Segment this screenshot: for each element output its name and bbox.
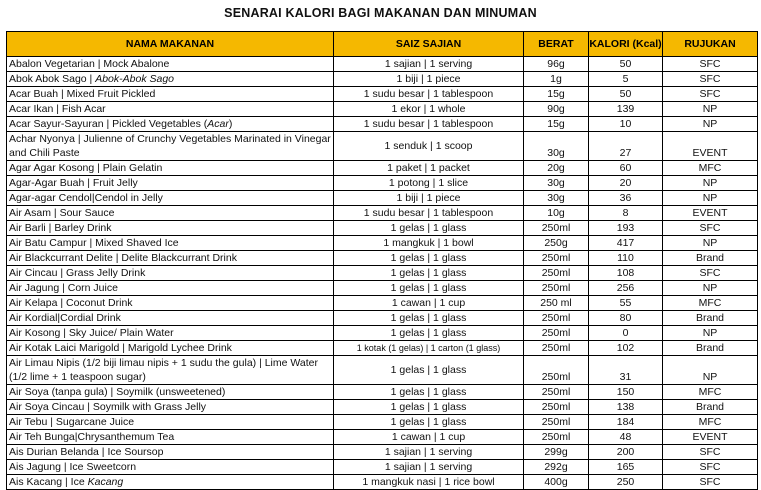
cell-serving-size: 1 gelas | 1 glass	[334, 311, 524, 326]
cell-weight: 250ml	[524, 251, 589, 266]
page-title: SENARAI KALORI BAGI MAKANAN DAN MINUMAN	[224, 6, 537, 20]
table-row	[7, 341, 758, 356]
cell-food-name: Air Blackcurrant Delite | Delite Blackcurrant Drink	[7, 251, 334, 266]
table-row	[7, 296, 758, 311]
cell-reference: NP	[663, 102, 758, 117]
table-row	[7, 57, 758, 72]
header-food-name: NAMA MAKANAN	[7, 32, 334, 57]
cell-weight: 250 ml	[524, 296, 589, 311]
cell-food-name: Acar Buah | Mixed Fruit Pickled	[7, 87, 334, 102]
cell-reference: NP	[663, 176, 758, 191]
cell-calories: 0	[589, 326, 663, 341]
cell-serving-size: 1 gelas | 1 glass	[334, 326, 524, 341]
cell-reference: EVENT	[663, 206, 758, 221]
cell-reference: NP	[663, 236, 758, 251]
cell-serving-size: 1 sajian | 1 serving	[334, 445, 524, 460]
cell-food-name: Air Teh Bunga|Chrysanthemum Tea	[7, 430, 334, 445]
cell-reference: SFC	[663, 460, 758, 475]
table-row	[7, 117, 758, 132]
cell-reference: Brand	[663, 311, 758, 326]
cell-calories: 108	[589, 266, 663, 281]
cell-weight: 250ml	[524, 221, 589, 236]
cell-reference: SFC	[663, 475, 758, 490]
cell-weight: 30g	[524, 176, 589, 191]
table-header-row	[7, 32, 758, 57]
cell-serving-size: 1 senduk | 1 scoop	[334, 132, 524, 161]
cell-calories: 27	[589, 132, 663, 161]
cell-food-name: Air Soya Cincau | Soymilk with Grass Jelly	[7, 400, 334, 415]
cell-calories: 138	[589, 400, 663, 415]
table-row	[7, 311, 758, 326]
cell-reference: SFC	[663, 72, 758, 87]
table-row	[7, 161, 758, 176]
table-row	[7, 400, 758, 415]
cell-weight: 10g	[524, 206, 589, 221]
table-row	[7, 281, 758, 296]
cell-food-name: Air Tebu | Sugarcane Juice	[7, 415, 334, 430]
cell-serving-size: 1 potong | 1 slice	[334, 176, 524, 191]
cell-serving-size: 1 cawan | 1 cup	[334, 296, 524, 311]
cell-weight: 250ml	[524, 430, 589, 445]
cell-weight: 250ml	[524, 400, 589, 415]
cell-weight: 292g	[524, 460, 589, 475]
cell-calories: 60	[589, 161, 663, 176]
cell-calories: 150	[589, 385, 663, 400]
cell-serving-size: 1 gelas | 1 glass	[334, 281, 524, 296]
cell-food-name: Air Cincau | Grass Jelly Drink	[7, 266, 334, 281]
cell-serving-size: 1 gelas | 1 glass	[334, 400, 524, 415]
cell-calories: 165	[589, 460, 663, 475]
cell-food-name: Air Soya (tanpa gula) | Soymilk (unsweetened)	[7, 385, 334, 400]
cell-food-name: Air Kosong | Sky Juice/ Plain Water	[7, 326, 334, 341]
header-calories: KALORI (Kcal)	[589, 32, 663, 57]
cell-food-name: Air Barli | Barley Drink	[7, 221, 334, 236]
cell-weight: 299g	[524, 445, 589, 460]
cell-reference: NP	[663, 281, 758, 296]
cell-food-name: Air Kelapa | Coconut Drink	[7, 296, 334, 311]
cell-weight: 250ml	[524, 266, 589, 281]
cell-calories: 102	[589, 341, 663, 356]
cell-weight: 20g	[524, 161, 589, 176]
table-row	[7, 206, 758, 221]
cell-serving-size: 1 gelas | 1 glass	[334, 221, 524, 236]
table-row	[7, 385, 758, 400]
table-row	[7, 236, 758, 251]
cell-reference: SFC	[663, 87, 758, 102]
cell-serving-size: 1 mangkuk | 1 bowl	[334, 236, 524, 251]
cell-food-name: Air Jagung | Corn Juice	[7, 281, 334, 296]
cell-calories: 55	[589, 296, 663, 311]
cell-calories: 48	[589, 430, 663, 445]
header-weight: BERAT	[524, 32, 589, 57]
cell-calories: 50	[589, 57, 663, 72]
cell-serving-size: 1 gelas | 1 glass	[334, 356, 524, 385]
cell-weight: 250g	[524, 236, 589, 251]
cell-calories: 8	[589, 206, 663, 221]
cell-weight: 250ml	[524, 311, 589, 326]
cell-reference: MFC	[663, 296, 758, 311]
table-row	[7, 132, 758, 161]
cell-reference: EVENT	[663, 132, 758, 161]
cell-serving-size: 1 paket | 1 packet	[334, 161, 524, 176]
table-row	[7, 251, 758, 266]
cell-serving-size: 1 cawan | 1 cup	[334, 430, 524, 445]
cell-reference: SFC	[663, 221, 758, 236]
cell-reference: MFC	[663, 385, 758, 400]
cell-weight: 30g	[524, 132, 589, 161]
cell-reference: SFC	[663, 266, 758, 281]
cell-food-name: Agar-agar Cendol|Cendol in Jelly	[7, 191, 334, 206]
table-row	[7, 102, 758, 117]
cell-reference: Brand	[663, 400, 758, 415]
table-row	[7, 72, 758, 87]
cell-food-name: Acar Sayur-Sayuran | Pickled Vegetables (Acar)	[7, 117, 334, 132]
table-row	[7, 326, 758, 341]
cell-calories: 36	[589, 191, 663, 206]
cell-food-name: Abok Abok Sago | Abok-Abok Sago	[7, 72, 334, 87]
cell-weight: 250ml	[524, 281, 589, 296]
cell-weight: 250ml	[524, 341, 589, 356]
table-row	[7, 266, 758, 281]
cell-food-name: Agar Agar Kosong | Plain Gelatin	[7, 161, 334, 176]
calorie-table	[6, 31, 758, 490]
cell-reference: Brand	[663, 251, 758, 266]
table-body	[7, 57, 758, 490]
cell-serving-size: 1 sajian | 1 serving	[334, 57, 524, 72]
cell-reference: NP	[663, 117, 758, 132]
cell-serving-size: 1 gelas | 1 glass	[334, 385, 524, 400]
cell-calories: 110	[589, 251, 663, 266]
cell-calories: 200	[589, 445, 663, 460]
table-row	[7, 415, 758, 430]
cell-reference: MFC	[663, 415, 758, 430]
cell-food-name: Achar Nyonya | Julienne of Crunchy Vegetables Marinated in Vinegar and Chili Paste	[7, 132, 334, 161]
cell-calories: 256	[589, 281, 663, 296]
cell-calories: 80	[589, 311, 663, 326]
table-row	[7, 445, 758, 460]
cell-serving-size: 1 mangkuk nasi | 1 rice bowl	[334, 475, 524, 490]
cell-serving-size: 1 sudu besar | 1 tablespoon	[334, 87, 524, 102]
cell-serving-size: 1 biji | 1 piece	[334, 191, 524, 206]
cell-weight: 250ml	[524, 415, 589, 430]
cell-food-name: Air Batu Campur | Mixed Shaved Ice	[7, 236, 334, 251]
cell-food-name: Ais Jagung | Ice Sweetcorn	[7, 460, 334, 475]
cell-calories: 417	[589, 236, 663, 251]
cell-weight: 1g	[524, 72, 589, 87]
cell-calories: 31	[589, 356, 663, 385]
table-row	[7, 356, 758, 385]
cell-serving-size: 1 gelas | 1 glass	[334, 251, 524, 266]
header-reference: RUJUKAN	[663, 32, 758, 57]
table-row	[7, 430, 758, 445]
cell-reference: Brand	[663, 341, 758, 356]
cell-weight: 250ml	[524, 356, 589, 385]
cell-food-name: Abalon Vegetarian | Mock Abalone	[7, 57, 334, 72]
cell-reference: SFC	[663, 57, 758, 72]
cell-weight: 30g	[524, 191, 589, 206]
cell-serving-size: 1 gelas | 1 glass	[334, 266, 524, 281]
cell-reference: SFC	[663, 445, 758, 460]
cell-serving-size: 1 sudu besar | 1 tablespoon	[334, 206, 524, 221]
cell-calories: 250	[589, 475, 663, 490]
cell-calories: 5	[589, 72, 663, 87]
table-row	[7, 221, 758, 236]
cell-weight: 15g	[524, 117, 589, 132]
cell-food-name: Air Asam | Sour Sauce	[7, 206, 334, 221]
cell-serving-size: 1 biji | 1 piece	[334, 72, 524, 87]
cell-food-name: Acar Ikan | Fish Acar	[7, 102, 334, 117]
cell-food-name: Air Limau Nipis (1/2 biji limau nipis + 1 sudu the gula) | Lime Water (1/2 lime + 1 teaspoon sugar)	[7, 356, 334, 385]
cell-calories: 20	[589, 176, 663, 191]
cell-food-name: Ais Durian Belanda | Ice Soursop	[7, 445, 334, 460]
cell-food-name: Air Kordial|Cordial Drink	[7, 311, 334, 326]
table-row	[7, 475, 758, 490]
cell-weight: 250ml	[524, 326, 589, 341]
table-row	[7, 460, 758, 475]
table-row	[7, 176, 758, 191]
cell-calories: 193	[589, 221, 663, 236]
cell-serving-size: 1 sajian | 1 serving	[334, 460, 524, 475]
cell-calories: 184	[589, 415, 663, 430]
table-row	[7, 87, 758, 102]
cell-serving-size: 1 ekor | 1 whole	[334, 102, 524, 117]
cell-serving-size: 1 sudu besar | 1 tablespoon	[334, 117, 524, 132]
cell-food-name: Ais Kacang | Ice Kacang	[7, 475, 334, 490]
cell-serving-size: 1 gelas | 1 glass	[334, 415, 524, 430]
cell-food-name: Air Kotak Laici Marigold | Marigold Lychee Drink	[7, 341, 334, 356]
cell-weight: 400g	[524, 475, 589, 490]
header-serving-size: SAIZ SAJIAN	[334, 32, 524, 57]
cell-reference: MFC	[663, 161, 758, 176]
cell-weight: 15g	[524, 87, 589, 102]
cell-calories: 139	[589, 102, 663, 117]
cell-reference: NP	[663, 191, 758, 206]
cell-calories: 10	[589, 117, 663, 132]
cell-reference: NP	[663, 326, 758, 341]
cell-reference: NP	[663, 356, 758, 385]
cell-weight: 250ml	[524, 385, 589, 400]
cell-weight: 96g	[524, 57, 589, 72]
cell-reference: EVENT	[663, 430, 758, 445]
cell-serving-size: 1 kotak (1 gelas) | 1 carton (1 glass)	[334, 341, 524, 356]
table-row	[7, 191, 758, 206]
cell-weight: 90g	[524, 102, 589, 117]
cell-calories: 50	[589, 87, 663, 102]
cell-food-name: Agar-Agar Buah | Fruit Jelly	[7, 176, 334, 191]
